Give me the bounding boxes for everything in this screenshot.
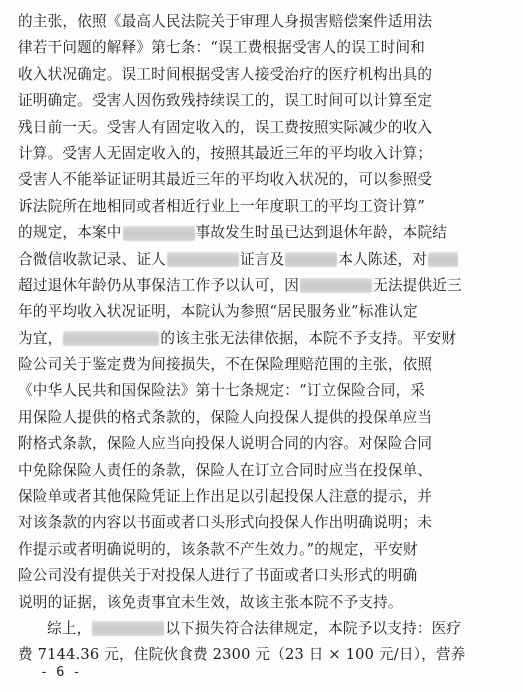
text-segment: 证明确定。受害人因伤致残持续误工的，误工时间可以计算至定 xyxy=(18,92,433,110)
text-line xyxy=(18,62,513,88)
redaction-mark xyxy=(123,226,195,241)
text-segment: 的该主张无法律依据，本院不予支持。平安财 xyxy=(160,329,457,347)
redaction-mark xyxy=(167,252,239,267)
text-segment: 年的平均收入状况证明，本院认为参照“居民服务业”标准认定 xyxy=(18,303,418,321)
text-line xyxy=(18,510,513,536)
text-segment: 受害人不能举证证明其最近三年的平均收入状况的，可以参照受 xyxy=(18,171,433,189)
text-line xyxy=(18,273,513,299)
text-segment: 作提示或者明确说明的，该条款不产生效力。”的规定，平安财 xyxy=(18,540,418,558)
text-line xyxy=(18,88,513,114)
text-segment: 合微信收款记录、证人 xyxy=(18,250,166,268)
text-line xyxy=(18,220,513,246)
text-line xyxy=(18,194,513,220)
text-segment: 计算。受害人无固定收入的，按照其最近三年的平均收入计算； xyxy=(18,144,433,162)
text-segment: 保险单或者其他保险凭证上作出足以引起投保人注意的提示，并 xyxy=(18,488,433,506)
text-line xyxy=(18,352,513,378)
redaction-mark xyxy=(63,331,159,346)
text-line xyxy=(18,537,513,563)
page-number: - 6 - xyxy=(40,664,81,680)
text-segment: 事故发生时虽已达到退休年龄，本院结 xyxy=(195,224,448,242)
text-segment: 收入状况确定。误工时间根据受害人接受治疗的医疗机构出具的 xyxy=(18,65,433,83)
text-line xyxy=(18,326,513,352)
document-body xyxy=(18,9,513,669)
text-segment: 的主张，依照《最高人民法院关于审理人身损害赔偿案件适用法 xyxy=(18,13,433,30)
text-segment: 本人陈述，对 xyxy=(338,250,428,268)
text-line xyxy=(18,458,513,484)
redaction-mark xyxy=(428,252,458,267)
text-line xyxy=(18,9,513,35)
text-line xyxy=(18,299,513,325)
text-segment: 中免除保险人责任的条款，保险人在订立合同时应当在投保单、 xyxy=(18,461,433,479)
text-line xyxy=(18,405,513,431)
text-line xyxy=(18,378,513,404)
text-line xyxy=(18,167,513,193)
text-segment: 证言及 xyxy=(239,250,285,268)
text-segment: 《中华人民共和国保险法》第十七条规定：“订立保险合同，采 xyxy=(18,382,426,400)
text-segment: 险公司关于鉴定费为间接损失，不在保险理赔范围的主张，依照 xyxy=(18,356,433,374)
text-segment: 费 7144.36 元，住院伙食费 2300 元（23 日 × 100 元/日），营养 xyxy=(18,646,466,664)
text-segment: 说明的证据，该免责事宜未生效，故该主张本院不予支持。 xyxy=(18,593,403,611)
text-segment: 附格式条款，保险人应当向投保人说明合同的内容。对保险合同 xyxy=(18,435,433,453)
text-line xyxy=(18,616,513,642)
text-segment: 诉法院所在地相同或者相近行业上一年度职工的平均工资计算” xyxy=(18,197,426,215)
text-line xyxy=(18,590,513,616)
text-segment: 用保险人提供的格式条款的，保险人向投保人提供的投保单应当 xyxy=(18,408,433,426)
text-segment: 残日前一天。受害人有固定收入的，误工费按照实际减少的收入 xyxy=(18,118,433,136)
text-line xyxy=(18,115,513,141)
redaction-mark xyxy=(300,278,372,293)
text-line xyxy=(18,484,513,510)
redaction-mark xyxy=(285,252,337,267)
text-line xyxy=(18,247,513,273)
text-segment: 综上， xyxy=(47,619,92,637)
text-segment: 以下损失符合法律规定，本院予以支持：医疗 xyxy=(165,619,462,637)
text-line xyxy=(18,35,513,61)
text-line xyxy=(18,642,513,668)
text-segment: 对该条款的内容以书面或者口头形式向投保人作出明确说明；未 xyxy=(18,514,433,532)
text-segment: 险公司没有提供关于对投保人进行了书面或者口头形式的明确 xyxy=(18,567,418,585)
text-segment: 的规定，本案中 xyxy=(18,224,122,242)
text-segment: 无法提供近三 xyxy=(373,276,462,294)
redaction-mark xyxy=(92,621,164,636)
text-segment: 超过退休年龄仍从事保洁工作予以认可，因 xyxy=(18,276,300,294)
text-line xyxy=(18,431,513,457)
text-segment: 律若干问题的解释》第七条：“误工费根据受害人的误工时间和 xyxy=(18,39,426,57)
text-line xyxy=(18,141,513,167)
text-segment: 为宜， xyxy=(18,329,63,347)
text-line xyxy=(18,563,513,589)
